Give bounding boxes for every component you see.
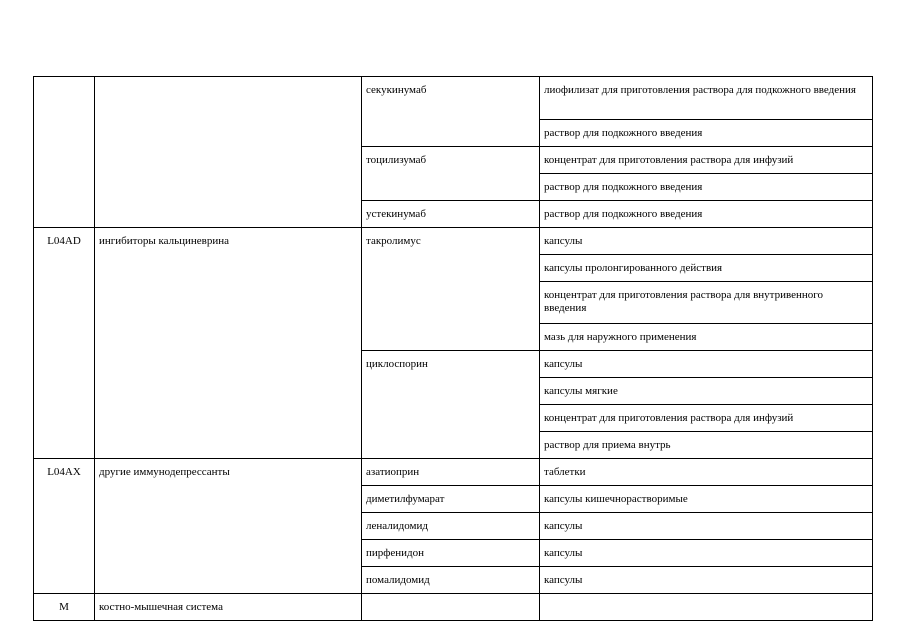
dosage-form-cell: раствор для подкожного введения [540, 174, 873, 201]
dosage-form-cell: капсулы [540, 228, 873, 255]
dosage-form-cell: лиофилизат для приготовления раствора для подкожного введения [540, 77, 873, 120]
dosage-form-cell: мазь для наружного применения [540, 324, 873, 351]
group-name-cell: ингибиторы кальциневрина [95, 228, 362, 459]
atc-code-cell: L04AX [34, 459, 95, 594]
dosage-form-cell [540, 594, 873, 621]
dosage-form-cell: концентрат для приготовления раствора для инфузий [540, 405, 873, 432]
drug-name-cell [362, 594, 540, 621]
dosage-form-cell: таблетки [540, 459, 873, 486]
table-row [34, 77, 873, 120]
drug-name-cell: азатиоприн [362, 459, 540, 486]
drug-name-cell: секукинумаб [362, 77, 540, 147]
atc-code-cell: L04AD [34, 228, 95, 459]
dosage-form-cell: капсулы [540, 567, 873, 594]
dosage-form-cell: раствор для приема внутрь [540, 432, 873, 459]
table-row [34, 228, 873, 255]
drug-name-cell: такролимус [362, 228, 540, 351]
table-row [34, 459, 873, 486]
atc-code-cell: M [34, 594, 95, 621]
dosage-form-cell: капсулы кишечнорастворимые [540, 486, 873, 513]
drug-name-cell: тоцилизумаб [362, 147, 540, 201]
dosage-form-cell: капсулы [540, 351, 873, 378]
drug-name-cell: циклоспорин [362, 351, 540, 459]
dosage-form-cell: капсулы мягкие [540, 378, 873, 405]
dosage-form-cell: раствор для подкожного введения [540, 120, 873, 147]
group-name-cell: костно-мышечная система [95, 594, 362, 621]
drug-name-cell: помалидомид [362, 567, 540, 594]
dosage-form-cell: капсулы [540, 540, 873, 567]
drug-table [33, 76, 873, 621]
group-name-cell: другие иммунодепрессанты [95, 459, 362, 594]
drug-name-cell: леналидомид [362, 513, 540, 540]
group-name-cell [95, 77, 362, 228]
dosage-form-cell: концентрат для приготовления раствора для внутривенного введения [540, 282, 873, 324]
table-row [34, 594, 873, 621]
dosage-form-cell: капсулы пролонгированного действия [540, 255, 873, 282]
dosage-form-cell: капсулы [540, 513, 873, 540]
atc-code-cell [34, 77, 95, 228]
dosage-form-cell: концентрат для приготовления раствора для инфузий [540, 147, 873, 174]
dosage-form-cell: раствор для подкожного введения [540, 201, 873, 228]
drug-name-cell: устекинумаб [362, 201, 540, 228]
drug-name-cell: пирфенидон [362, 540, 540, 567]
drug-name-cell: диметилфумарат [362, 486, 540, 513]
